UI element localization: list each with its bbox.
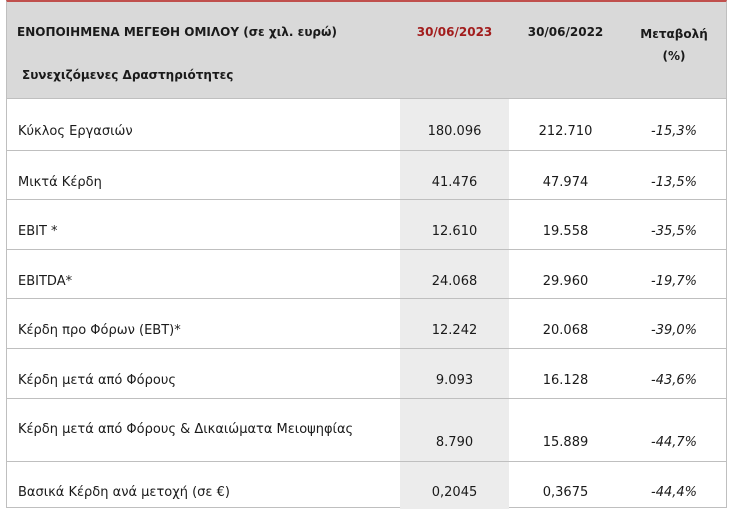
table-title: ΕΝΟΠΟΙΗΜΕΝΑ ΜΕΓΕΘΗ ΟΜΙΛΟΥ (σε χιλ. ευρώ) <box>17 25 337 39</box>
value-2023: 8.790 <box>435 435 474 450</box>
table-row <box>7 462 726 508</box>
row-label: Κύκλος Εργασιών <box>18 124 133 139</box>
table-header <box>7 2 726 99</box>
row-label: Κέρδη προ Φόρων (EBT)* <box>18 323 181 338</box>
value-2023: 41.476 <box>431 175 478 190</box>
row-label: Βασικά Κέρδη ανά μετοχή (σε €) <box>18 485 230 500</box>
table-row <box>7 151 726 200</box>
value-2022: 20.068 <box>542 323 589 338</box>
value-2023: 12.242 <box>431 323 478 338</box>
column-header-2023: 30/06/2023 <box>416 25 493 39</box>
table-subtitle: Συνεχιζόμενες Δραστηριότητες <box>22 68 234 82</box>
row-label: Κέρδη μετά από Φόρους <box>18 373 176 388</box>
value-change: -35,5% <box>651 224 697 239</box>
row-label: Κέρδη μετά από Φόρους & Δικαιώματα Μειοψηφίας <box>18 422 354 437</box>
value-2023: 180.096 <box>427 124 482 139</box>
value-change: -44,7% <box>651 435 697 450</box>
value-2022: 0,3675 <box>542 485 589 500</box>
table-row <box>7 99 726 151</box>
row-label: Μικτά Κέρδη <box>18 175 102 190</box>
table-row <box>7 349 726 399</box>
value-change: -39,0% <box>651 323 697 338</box>
value-2022: 15.889 <box>542 435 589 450</box>
financial-results-table <box>6 0 727 508</box>
value-2022: 16.128 <box>542 373 589 388</box>
table-row <box>7 250 726 299</box>
value-change: -13,5% <box>651 175 697 190</box>
value-2022: 212.710 <box>538 124 593 139</box>
value-2023: 24.068 <box>431 274 478 289</box>
column-header-change-unit: (%) <box>662 49 686 63</box>
value-change: -43,6% <box>651 373 697 388</box>
column-header-change-label: Μεταβολή <box>640 27 708 41</box>
value-2022: 47.974 <box>542 175 589 190</box>
value-2023: 9.093 <box>435 373 474 388</box>
value-change: -44,4% <box>651 485 697 500</box>
column-header-change <box>622 23 726 67</box>
row-label: EBIT * <box>18 224 58 239</box>
value-2022: 19.558 <box>542 224 589 239</box>
value-2023: 12.610 <box>431 224 478 239</box>
value-change: -19,7% <box>651 274 697 289</box>
table-row <box>7 299 726 349</box>
value-2023: 0,2045 <box>431 485 478 500</box>
table-row <box>7 200 726 250</box>
column-header-2022: 30/06/2022 <box>527 25 604 39</box>
row-label: EBITDA* <box>18 274 73 289</box>
table-row <box>7 399 726 462</box>
value-2022: 29.960 <box>542 274 589 289</box>
value-change: -15,3% <box>651 124 697 139</box>
